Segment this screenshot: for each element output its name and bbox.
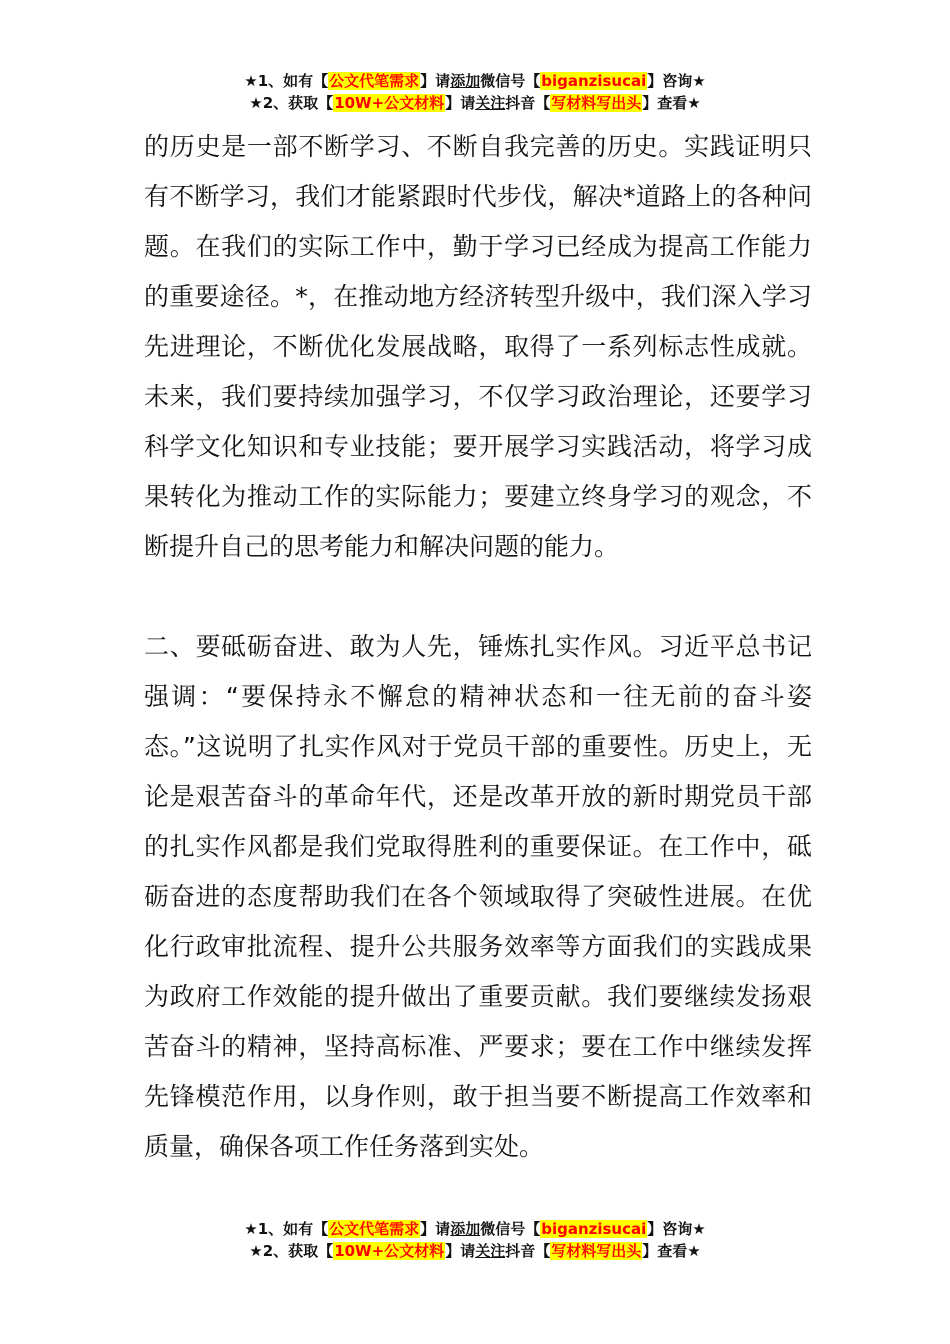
paragraph-gap <box>144 572 812 622</box>
highlight-wechat-id: biganzisucai <box>541 72 647 90</box>
highlight-douyin: 写材料写出头 <box>551 1242 642 1260</box>
banner-line-1: ★1、如有【公文代笔需求】请添加微信号【biganzisucai】咨询★ <box>244 1220 706 1238</box>
highlight-wechat-id: biganzisucai <box>541 1220 647 1238</box>
paragraph-1: 的历史是一部不断学习、不断自我完善的历史。实践证明只有不断学习，我们才能紧跟时代步伐，解决*道路上的各种问题。在我们的实际工作中，勤于学习已经成为提高工作能力的重要途径。*，在推动地方经济转型升级中，我们深入学习先进理论，不断优化发展战略，取得了一系列标志性成就。未来，我们要持续加强学习，不仅学习政治理论，还要学习科学文化知识和专业技能；要开展学习实践活动，将学习成果转化为推动工作的实际能力；要建立终身学习的观念，不断提升自己的思考能力和解决问题的能力。 <box>144 132 812 561</box>
document-body <box>144 122 812 1172</box>
highlight-materials: 10W+公文材料 <box>334 1242 445 1260</box>
highlight-service: 公文代笔需求 <box>329 1220 420 1238</box>
paragraph-2: 二、要砥砺奋进、敢为人先，锤炼扎实作风。习近平总书记强调：“要保持永不懈怠的精神状态和一往无前的奋斗姿态。”这说明了扎实作风对于党员干部的重要性。历史上，无论是艰苦奋斗的革命年代，还是改革开放的新时期党员干部的扎实作风都是我们党取得胜利的重要保证。在工作中，砥砺奋进的态度帮助我们在各个领域取得了突破性进展。在优化行政审批流程、提升公共服务效率等方面我们的实践成果为政府工作效能的提升做出了重要贡献。我们要继续发扬艰苦奋斗的精神，坚持高标准、严要求；要在工作中继续发挥先锋模范作用，以身作则，敢于担当要不断提高工作效率和质量，确保各项工作任务落到实处。 <box>144 632 812 1161</box>
highlight-materials: 10W+公文材料 <box>334 94 445 112</box>
header-banner <box>0 70 950 114</box>
banner-line-1: ★1、如有【公文代笔需求】请添加微信号【biganzisucai】咨询★ <box>244 72 706 90</box>
highlight-service: 公文代笔需求 <box>329 72 420 90</box>
banner-line-2: ★2、获取【10W+公文材料】请关注抖音【写材料写出头】查看★ <box>249 94 701 112</box>
banner-line-2: ★2、获取【10W+公文材料】请关注抖音【写材料写出头】查看★ <box>249 1242 701 1260</box>
footer-banner <box>0 1218 950 1262</box>
highlight-douyin: 写材料写出头 <box>551 94 642 112</box>
